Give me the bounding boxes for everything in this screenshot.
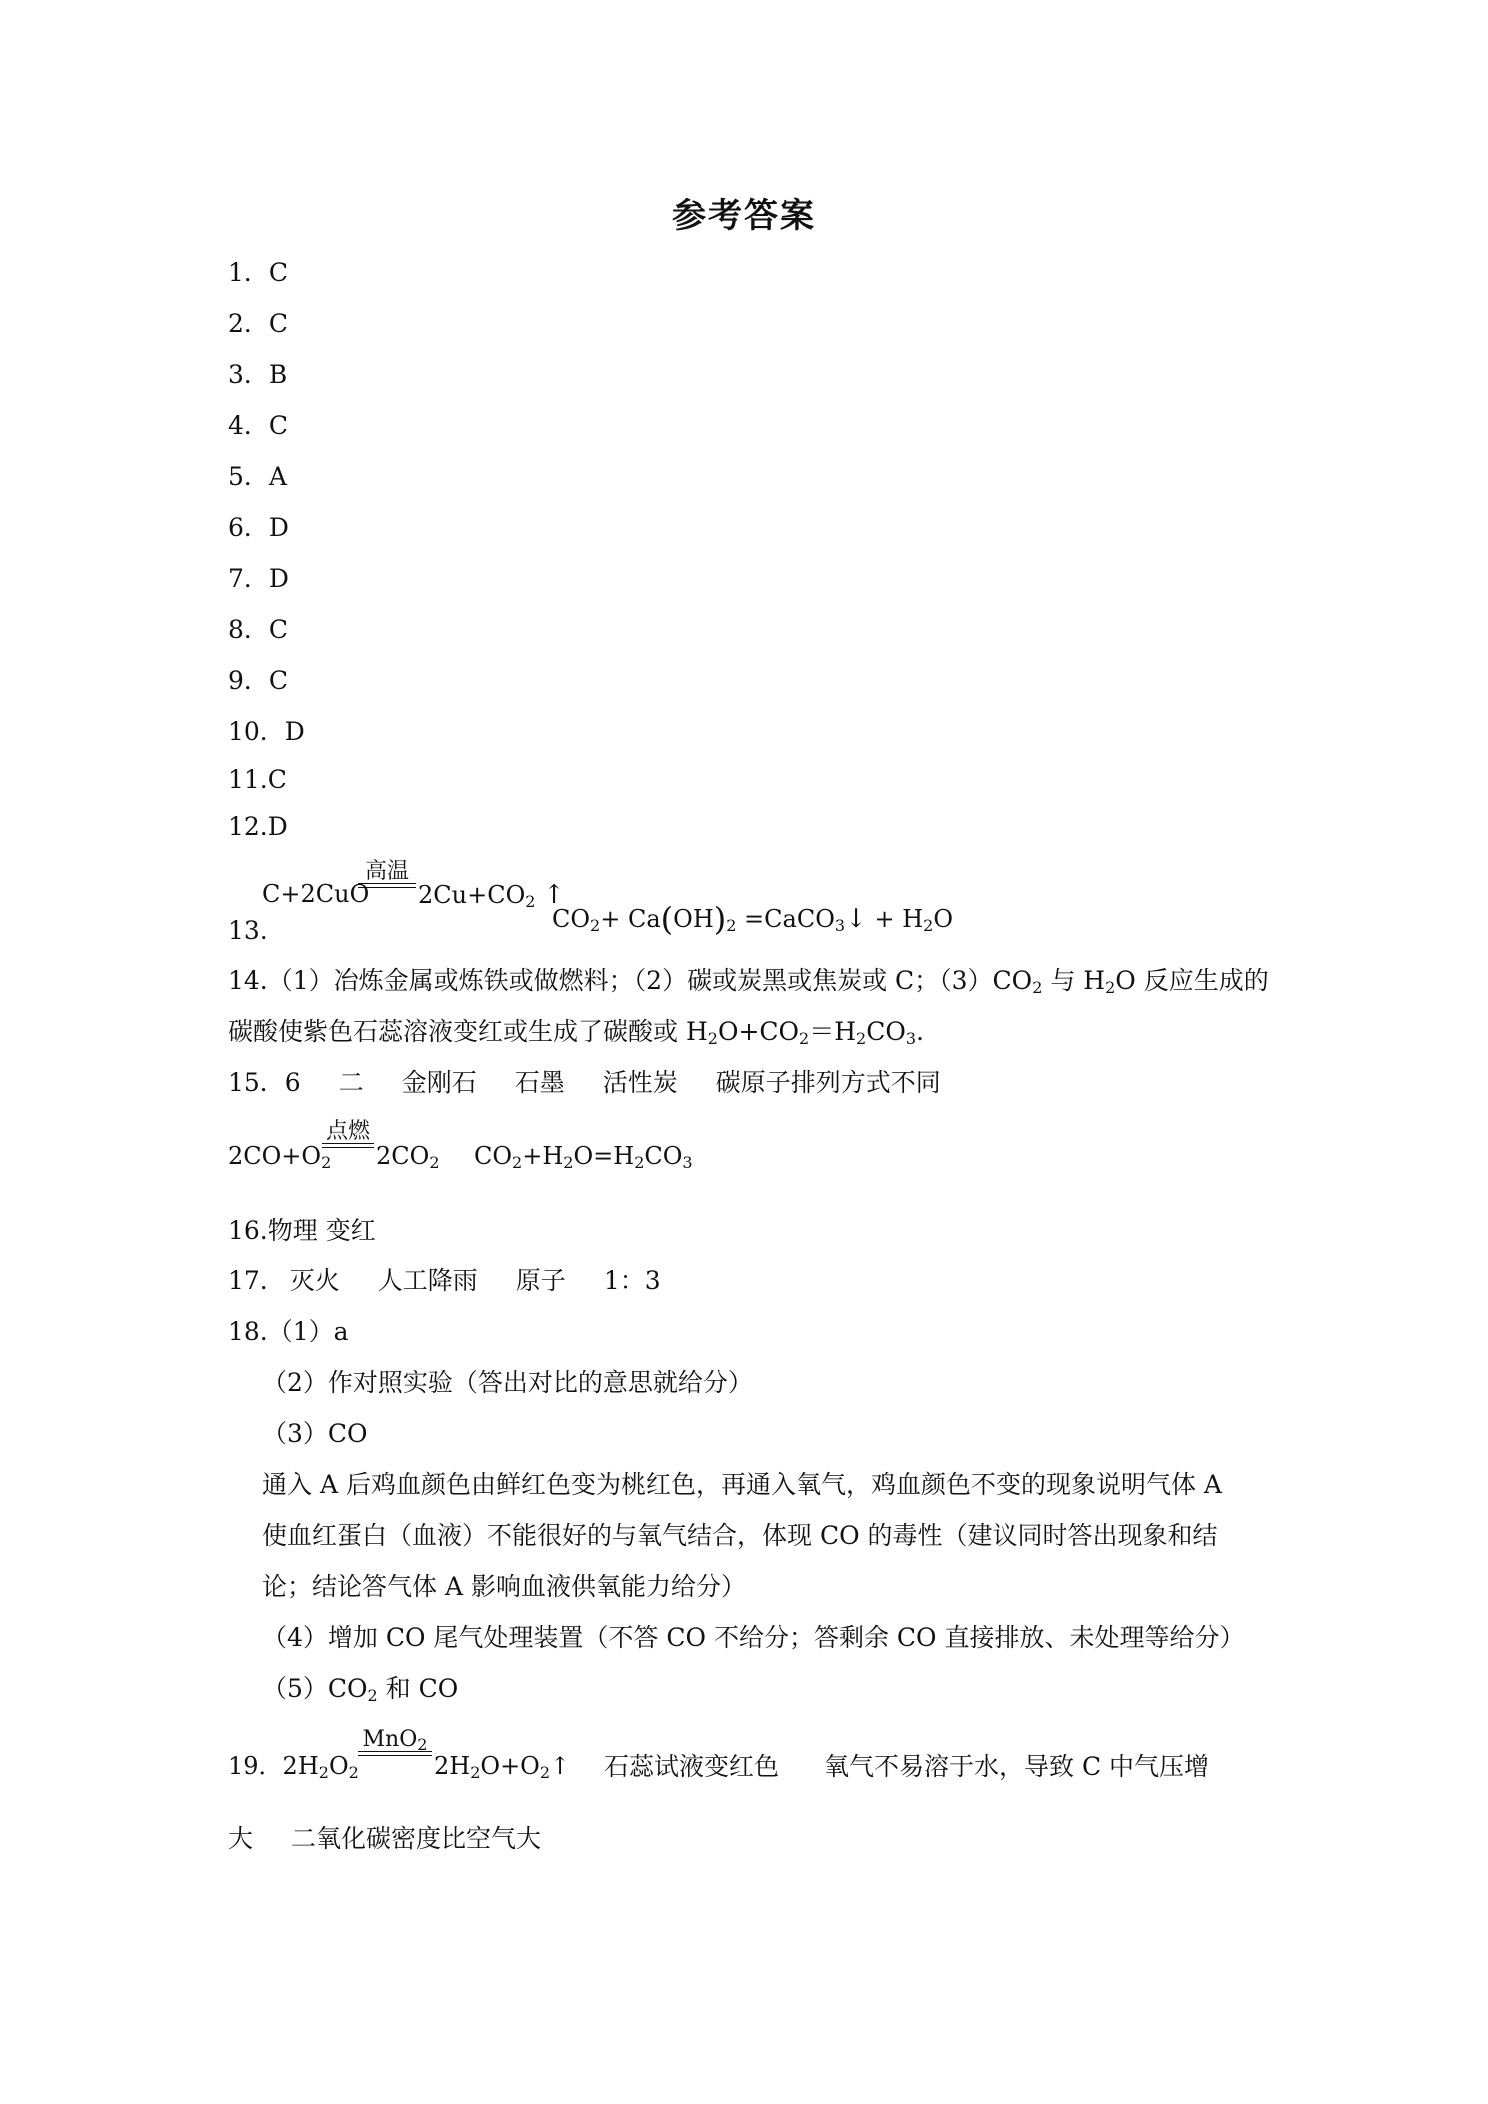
gas-up-arrow-icon: ↑ bbox=[550, 1752, 571, 1780]
q16-answer: 16.物理 变红 bbox=[228, 1216, 376, 1245]
q18-part4: （4）增加 CO 尾气处理装置（不答 CO 不给分；答剩余 CO 直接排放、未处理等给分） bbox=[262, 1623, 1245, 1652]
q15-eqA-left: $2CO+O_2$ bbox=[228, 1142, 332, 1172]
q19-left: 19．$2H_2O_2$ bbox=[228, 1752, 359, 1782]
q18-part3-explanation-line1: 通入 A 后鸡血颜色由鲜红色变为桃红色，再通入氧气，鸡血颜色不变的现象说明气体 A bbox=[262, 1470, 1222, 1499]
q13-number: 13. bbox=[228, 916, 268, 945]
q18-part2: （2）作对照实验（答出对比的意思就给分） bbox=[262, 1368, 753, 1397]
q14-line1: 14.（1）冶炼金属或炼铁或做燃料；（2）碳或炭黑或焦炭或 C；$(3)CO_2$ 与 $H_2O$ 反应生成的 bbox=[228, 966, 1269, 997]
q17-answers: 17. 灭火 人工降雨 原子 1：3 bbox=[228, 1266, 661, 1295]
answer-3: 3．B bbox=[228, 360, 288, 389]
q13-eq1-left: C+2CuO bbox=[262, 880, 370, 908]
answer-1: 1．C bbox=[228, 258, 289, 287]
q18-part3-explanation-line2: 使血红蛋白（血液）不能很好的与氧气结合，体现 CO 的毒性（建议同时答出现象和结 bbox=[262, 1521, 1218, 1550]
q13-eq1-right: $2Cu+CO_2$ ↑ bbox=[418, 880, 565, 911]
answer-8: 8．C bbox=[228, 615, 289, 644]
q18-part1: 18.（1）a bbox=[228, 1317, 349, 1346]
answer-7: 7．D bbox=[228, 564, 289, 593]
q19-condition bbox=[358, 1728, 432, 1756]
answer-11: 11.C bbox=[228, 765, 287, 794]
answer-12: 12.D bbox=[228, 812, 288, 841]
q19-condition-label: MnO$_2$ bbox=[362, 1727, 428, 1754]
answer-6: 6．D bbox=[228, 513, 289, 542]
gas-up-arrow-icon: ↑ bbox=[543, 880, 565, 910]
q14-line2: 碳酸使紫色石蕊溶液变红或生成了碳酸或 $H_2O+CO_2=H_2CO_3$. bbox=[228, 1017, 924, 1048]
q18-part3-explanation-line3: 论；结论答气体 A 影响血液供氧能力给分） bbox=[262, 1572, 746, 1601]
q15-eqA-condition bbox=[322, 1120, 374, 1148]
q15-eqB: $CO_2+H_2O=H_2CO_3$ bbox=[474, 1142, 693, 1172]
q18-part5: $(5)CO_2$ 和 CO bbox=[262, 1674, 459, 1705]
q15-answers: 15．6 二 金刚石 石墨 活性炭 碳原子排列方式不同 bbox=[228, 1068, 941, 1097]
answer-5: 5．A bbox=[228, 462, 287, 491]
q13-eq1-condition-label: 高温 bbox=[364, 859, 409, 884]
q13-eq1-condition bbox=[358, 860, 416, 888]
answer-9: 9．C bbox=[228, 666, 289, 695]
q15-eqA-condition-label: 点燃 bbox=[325, 1119, 370, 1144]
answer-4: 4．C bbox=[228, 411, 289, 440]
q19-right: $2H_2O+O_2↑$ bbox=[434, 1752, 571, 1782]
q19-line2: 大 二氧化碳密度比空气大 bbox=[228, 1824, 542, 1853]
answer-2: 2．C bbox=[228, 309, 289, 338]
answer-10: 10．D bbox=[228, 717, 305, 746]
page-title: 参考答案 bbox=[672, 196, 816, 236]
q18-part3: （3）CO bbox=[262, 1419, 368, 1448]
q19-answer-text2: 氧气不易溶于水，导致 C 中气压增 bbox=[824, 1752, 1210, 1781]
q19-answer-text1: 石蕊试液变红色 bbox=[604, 1752, 780, 1781]
q15-eqA-right: $2CO_2$ bbox=[376, 1142, 440, 1172]
precipitate-down-arrow-icon: ↓ bbox=[845, 904, 867, 934]
q13-eq2: $CO_2+ Ca(OH)_2$ =CaCO$_3$↓ + $H_2O$ bbox=[552, 900, 954, 938]
